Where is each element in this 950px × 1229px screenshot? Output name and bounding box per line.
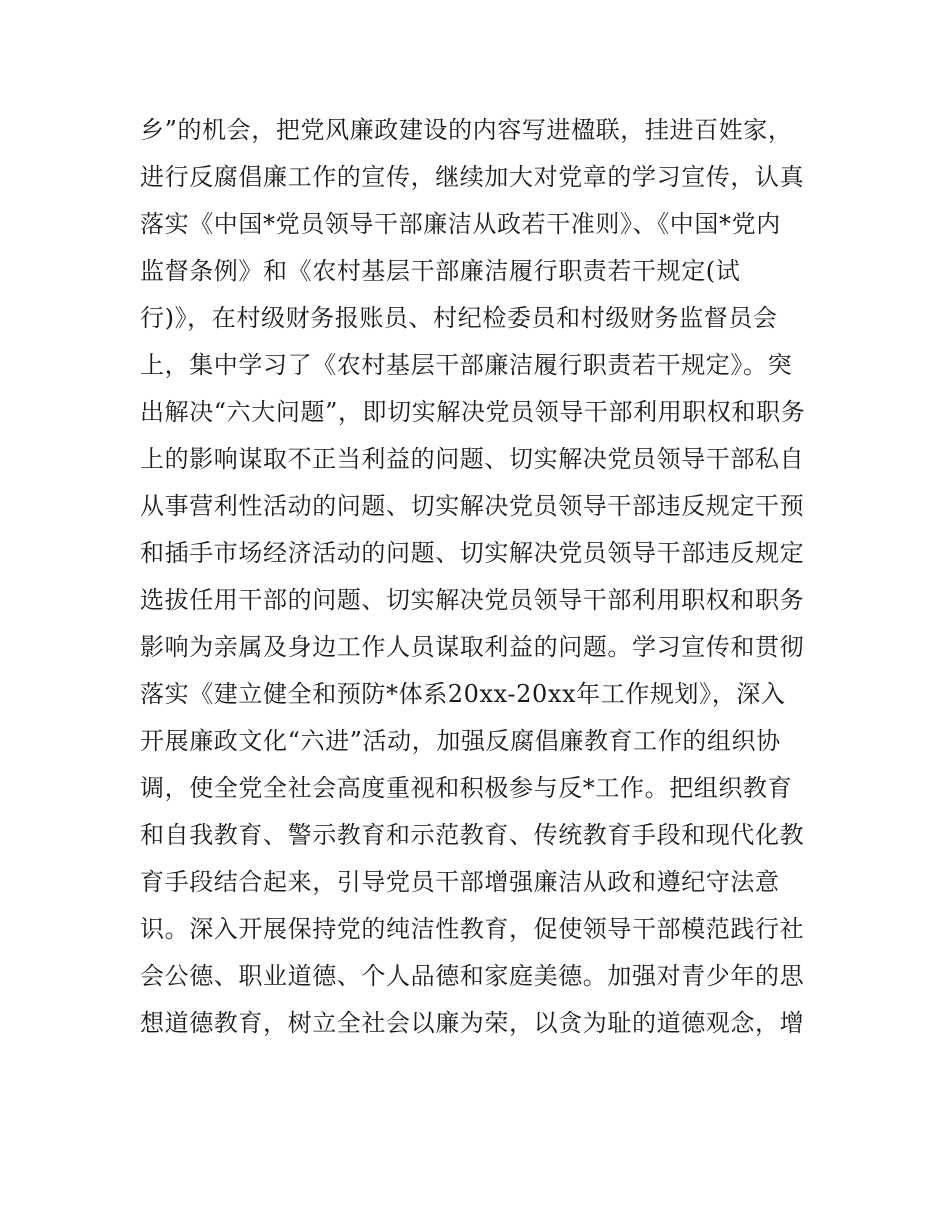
text-line: 影响为亲属及身边工作人员谋取利益的问题。学习宣传和贯彻 xyxy=(140,633,805,661)
text-line: 开展廉政文化“六进”活动，加强反腐倡廉教育工作的组织协 xyxy=(140,727,781,755)
text-line: 从事营利性活动的问题、切实解决党员领导干部违反规定干预 xyxy=(140,492,805,520)
text-line: 落实《中国*党员领导干部廉洁从政若干准则》、《中国*党内 xyxy=(140,210,781,238)
text-line: 乡”的机会，把党风廉政建设的内容写进楹联，挂进百姓家， xyxy=(140,116,793,144)
text-line: 出解决“六大问题”，即切实解决党员领导干部利用职权和职务 xyxy=(140,398,806,426)
body-text xyxy=(140,107,830,1047)
text-line: 上，集中学习了《农村基层干部廉洁履行职责若干规定》。突 xyxy=(140,351,793,379)
text-line: 监督条例》和《农村基层干部廉洁履行职责若干规定(试 xyxy=(140,257,741,285)
text-line: 进行反腐倡廉工作的宣传，继续加大对党章的学习宣传，认真 xyxy=(140,163,805,191)
text-line: 想道德教育，树立全社会以廉为荣，以贪为耻的道德观念，增 xyxy=(140,1009,805,1037)
text-line: 落实《建立健全和预防*体系20xx-20xx年工作规划》，深入 xyxy=(140,680,786,708)
text-line: 和自我教育、警示教育和示范教育、传统教育手段和现代化教 xyxy=(140,821,805,849)
text-line: 选拔任用干部的问题、切实解决党员领导干部利用职权和职务 xyxy=(140,586,805,614)
text-line: 上的影响谋取不正当利益的问题、切实解决党员领导干部私自 xyxy=(140,445,805,473)
text-line: 育手段结合起来，引导党员干部增强廉洁从政和遵纪守法意 xyxy=(140,868,780,896)
text-line: 识。深入开展保持党的纯洁性教育，促使领导干部模范践行社 xyxy=(140,915,805,943)
text-line: 行)》，在村级财务报账员、村纪检委员和村级财务监督员会 xyxy=(140,304,778,332)
text-line: 调，使全党全社会高度重视和积极参与反*工作。把组织教育 xyxy=(140,774,793,802)
text-line: 和插手市场经济活动的问题、切实解决党员领导干部违反规定 xyxy=(140,539,805,567)
text-line: 会公德、职业道德、个人品德和家庭美德。加强对青少年的思 xyxy=(140,962,805,990)
